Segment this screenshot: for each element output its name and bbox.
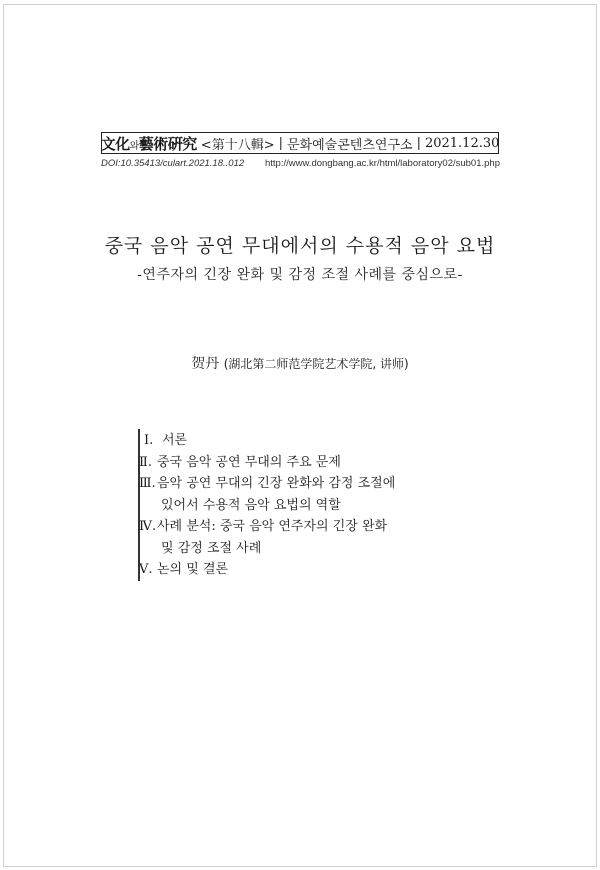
- toc-text: 중국 음악 공연 무대의 주요 문제: [157, 454, 341, 470]
- journal-logo: [101, 133, 197, 154]
- author-line: [0, 353, 600, 373]
- toc-item: [136, 559, 466, 581]
- logo-tail: 藝術硏究: [138, 134, 197, 153]
- date-label: 2021.12.30: [424, 135, 500, 151]
- toc-item: [136, 452, 466, 474]
- toc-item: [136, 473, 466, 495]
- toc-text: 서론: [162, 433, 188, 448]
- volume-label: <第十八輯>: [200, 137, 275, 153]
- paper-subtitle: -연주자의 긴장 완화 및 감정 조절 사례를 중심으로-: [137, 267, 463, 283]
- paper-title: 중국 음악 공연 무대에서의 수용적 음악 요법: [104, 235, 496, 257]
- divider: |: [416, 135, 421, 151]
- toc-item-continued: [136, 538, 466, 560]
- institute-label: 문화예술콘텐츠연구소: [286, 137, 413, 153]
- author-name: 贺丹: [191, 356, 220, 372]
- toc-number: Ⅳ.: [139, 519, 157, 534]
- table-of-contents: [136, 430, 466, 581]
- toc-text: 논의 및 결론: [157, 562, 229, 577]
- toc-number: Ⅲ.: [139, 476, 156, 491]
- journal-header: [101, 132, 499, 154]
- logo-main: 文化: [100, 134, 130, 153]
- toc-text: 음악 공연 무대의 긴장 완화와 감정 조절에: [157, 476, 396, 491]
- toc-item-continued: [136, 495, 466, 517]
- toc-text: 있어서 수용적 음악 요법의 역할: [161, 497, 341, 513]
- toc-text: 사례 분석: 중국 음악 연주자의 긴장 완화: [157, 519, 388, 534]
- divider: |: [278, 135, 283, 151]
- toc-number: Ⅱ.: [139, 454, 152, 470]
- toc-number: Ⅰ.: [144, 433, 154, 448]
- url-link[interactable]: http://www.dongbang.ac.kr/html/laboratory02/sub01.php: [264, 158, 500, 169]
- author-affiliation: (湖北第二师范学院艺术学院, 讲师): [223, 357, 409, 371]
- toc-number: Ⅴ.: [139, 562, 153, 577]
- toc-text: 및 감정 조절 사례: [161, 540, 262, 556]
- doi-label: DOI:10.35413/culart.2021.18..012: [101, 158, 245, 169]
- toc-item: [136, 516, 466, 538]
- logo-wa: 와: [129, 140, 139, 152]
- toc-item: [136, 430, 466, 452]
